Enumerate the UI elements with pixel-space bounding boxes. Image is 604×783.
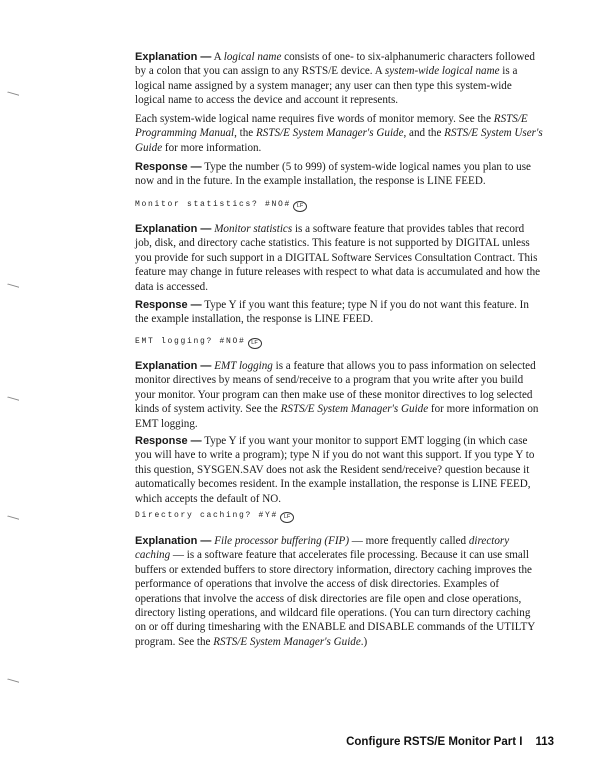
prompt-directory-caching: Directory caching? #Y# LF (135, 511, 543, 523)
explanation-label: Explanation — (135, 223, 212, 235)
explanation-logical-name: Explanation — A logical name consists of one- to six-alphanumeric characters followed by a colon that you can assign to any RSTS/E device. A system-wide logical name is a logical name assigned by a system manager; any user can then type this system-wide logical name to access the device and account it represents. (135, 51, 535, 107)
explanation-label: Explanation — (135, 51, 212, 63)
response-label: Response — (135, 435, 202, 447)
explanation-label: Explanation — (135, 535, 212, 547)
response-label: Response — (135, 161, 202, 173)
prompt-emt-logging: EMT logging? #NO# LF (135, 337, 543, 349)
response-monitor-statistics: Response — Type Y if you want this feature; type N if you do not want this feature. In the example installation, the response is LINE FEED. (135, 299, 529, 326)
prompt-monitor-statistics: Monitor statistics? #NO# LF (135, 200, 543, 212)
line-feed-key-icon: LF (293, 201, 307, 212)
page-footer (346, 736, 554, 748)
margin-mark (7, 390, 19, 400)
explanation-emt-logging: Explanation — EMT logging is a feature that allows you to pass information on selected monitor directives by means of send/receive to a program that you write after you build your monitor. Your program can then make use of these monitor directives to log selected kinds of system activity. See the RSTS/E System Manager's Guide for more information on EMT logging. (135, 360, 539, 430)
margin-mark (7, 85, 19, 95)
logical-name-reference-paragraph: Each system-wide logical name requires five words of monitor memory. See the RSTS/E Programming Manual, the RSTS/E System Manager's Guide, and the RSTS/E System User's Guide for more information. (135, 113, 543, 154)
explanation-directory-caching: Explanation — File processor buffering (FIP) — more frequently called directory caching — is a software feature that accelerates file processing. Because it can use small buffers or extended buffers to store directory information, directory caching improves the performance of operations that involve the access of disk directories. Examples of operations that involve the access of disk directories are file open and close operations, directory listing operations, and wildcard file operations. (You can turn directory caching on or off during timesharing with the ENABLE and DISABLE commands of the UTILTY program. See the RSTS/E System Manager's Guide.) (135, 535, 535, 648)
line-feed-key-icon: LF (248, 338, 262, 349)
margin-mark (7, 277, 19, 287)
explanation-monitor-statistics: Explanation — Monitor statistics is a software feature that provides tables that record job, disk, and directory cache statistics. This feature is not supported by DIGITAL unless you provide for such support in a DIGITAL Software Services Consultation Contract. This feature may change in future releases with respect to what data is accumulated and how the data is accessed. (135, 223, 541, 293)
line-feed-key-icon: LF (280, 512, 294, 523)
page-number: 113 (535, 736, 554, 748)
footer-title: Configure RSTS/E Monitor Part I (346, 736, 523, 748)
explanation-label: Explanation — (135, 360, 212, 372)
response-label: Response — (135, 299, 202, 311)
response-logical-names: Response — Type the number (5 to 999) of system-wide logical names you plan to use now and in the future. In the example installation, the response is LINE FEED. (135, 161, 531, 188)
response-emt-logging: Response — Type Y if you want your monitor to support EMT logging (in which case you will have to write a program); type N if you do not want this support. If you type Y to this question, SYSGEN.SAV does not ask the Resident send/receive? question because it automatically becomes resident. In the example installation, the response is LINE FEED, which accepts the default of NO. (135, 435, 535, 505)
margin-mark (7, 509, 19, 519)
margin-mark (7, 672, 19, 682)
